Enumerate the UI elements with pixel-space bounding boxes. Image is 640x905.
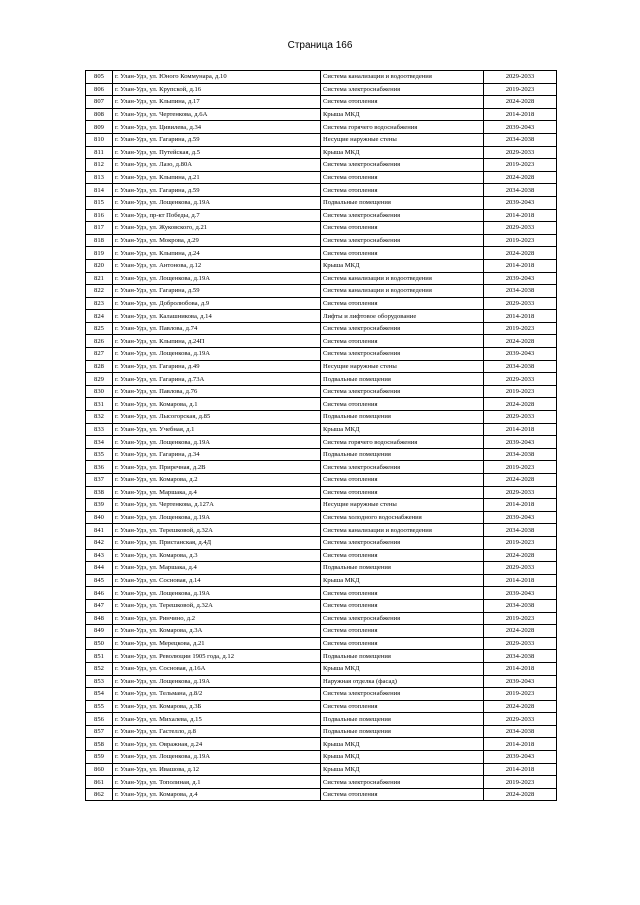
table-row <box>86 788 557 801</box>
table-row <box>86 599 557 612</box>
period-cell: 2039-2043 <box>484 272 557 285</box>
work-type-cell: Система отопления <box>321 398 484 411</box>
period-cell: 2024-2028 <box>484 96 557 109</box>
table-row <box>86 738 557 751</box>
row-number-cell: 809 <box>86 121 113 134</box>
work-type-cell: Подвальные помещения <box>321 562 484 575</box>
period-cell: 2029-2033 <box>484 637 557 650</box>
address-cell: г. Улан-Удэ, ул. Мокрова, д.29 <box>113 234 321 247</box>
row-number-cell: 810 <box>86 133 113 146</box>
table-row <box>86 272 557 285</box>
row-number-cell: 847 <box>86 599 113 612</box>
row-number-cell: 834 <box>86 436 113 449</box>
table-row <box>86 146 557 159</box>
table-row <box>86 536 557 549</box>
row-number-cell: 821 <box>86 272 113 285</box>
table-row <box>86 159 557 172</box>
table-row <box>86 650 557 663</box>
work-type-cell: Система электроснабжения <box>321 776 484 789</box>
address-cell: г. Улан-Удэ, пр-кт Победы, д.7 <box>113 209 321 222</box>
work-type-cell: Подвальные помещения <box>321 196 484 209</box>
work-type-cell: Система горячего водоснабжения <box>321 436 484 449</box>
work-type-cell: Система электроснабжения <box>321 234 484 247</box>
work-type-cell: Крыша МКД <box>321 146 484 159</box>
table-row <box>86 285 557 298</box>
address-cell: г. Улан-Удэ, ул. Павлова, д.76 <box>113 385 321 398</box>
period-cell: 2034-2038 <box>484 650 557 663</box>
work-type-cell: Лифты и лифтовое оборудование <box>321 310 484 323</box>
address-cell: г. Улан-Удэ, ул. Путейская, д.5 <box>113 146 321 159</box>
work-type-cell: Крыша МКД <box>321 662 484 675</box>
table-row <box>86 184 557 197</box>
row-number-cell: 844 <box>86 562 113 575</box>
address-cell: г. Улан-Удэ, ул. Ивашова, д.12 <box>113 763 321 776</box>
work-type-cell: Система электроснабжения <box>321 536 484 549</box>
table-row <box>86 360 557 373</box>
address-cell: г. Улан-Удэ, ул. Тельмана, д.8/2 <box>113 688 321 701</box>
address-cell: г. Улан-Удэ, ул. Гагарина, д.49 <box>113 360 321 373</box>
work-type-cell: Крыша МКД <box>321 738 484 751</box>
work-type-cell: Система отопления <box>321 171 484 184</box>
row-number-cell: 829 <box>86 373 113 386</box>
period-cell: 2014-2018 <box>484 108 557 121</box>
period-cell: 2039-2043 <box>484 587 557 600</box>
address-cell: г. Улан-Удэ, ул. Лощенкова, д.19А <box>113 675 321 688</box>
period-cell: 2019-2023 <box>484 83 557 96</box>
address-cell: г. Улан-Удэ, ул. Юного Коммунара, д.10 <box>113 71 321 84</box>
row-number-cell: 858 <box>86 738 113 751</box>
period-cell: 2019-2023 <box>484 159 557 172</box>
row-number-cell: 861 <box>86 776 113 789</box>
address-cell: г. Улан-Удэ, ул. Гагарина, д.73А <box>113 373 321 386</box>
row-number-cell: 839 <box>86 499 113 512</box>
period-cell: 2019-2023 <box>484 461 557 474</box>
row-number-cell: 838 <box>86 486 113 499</box>
period-cell: 2039-2043 <box>484 436 557 449</box>
table-row <box>86 385 557 398</box>
row-number-cell: 856 <box>86 713 113 726</box>
row-number-cell: 859 <box>86 751 113 764</box>
table-row <box>86 222 557 235</box>
table-row <box>86 725 557 738</box>
work-type-cell: Несущие наружные стены <box>321 133 484 146</box>
table-row <box>86 348 557 361</box>
row-number-cell: 848 <box>86 612 113 625</box>
table-row <box>86 587 557 600</box>
address-cell: г. Улан-Удэ, ул. Цивилева, д.34 <box>113 121 321 134</box>
work-type-cell: Наружная отделка (фасад) <box>321 675 484 688</box>
work-type-cell: Система холодного водоснабжения <box>321 511 484 524</box>
table-row <box>86 335 557 348</box>
address-cell: г. Улан-Удэ, ул. Антонова, д.12 <box>113 259 321 272</box>
row-number-cell: 842 <box>86 536 113 549</box>
table-row <box>86 574 557 587</box>
row-number-cell: 830 <box>86 385 113 398</box>
period-cell: 2014-2018 <box>484 662 557 675</box>
period-cell: 2019-2023 <box>484 322 557 335</box>
table-row <box>86 71 557 84</box>
address-cell: г. Улан-Удэ, ул. Лощенкова, д.19А <box>113 348 321 361</box>
address-cell: г. Улан-Удэ, ул. Терешковой, д.32А <box>113 524 321 537</box>
work-type-cell: Система электроснабжения <box>321 385 484 398</box>
row-number-cell: 833 <box>86 423 113 436</box>
period-cell: 2029-2033 <box>484 71 557 84</box>
address-cell: г. Улан-Удэ, ул. Маршака, д.4 <box>113 562 321 575</box>
address-cell: г. Улан-Удэ, ул. Комарова, д.3Б <box>113 700 321 713</box>
table-row <box>86 108 557 121</box>
address-cell: г. Улан-Удэ, ул. Учебная, д.1 <box>113 423 321 436</box>
address-cell: г. Улан-Удэ, ул. Лощенкова, д.19А <box>113 436 321 449</box>
address-cell: г. Улан-Удэ, ул. Гагарина, д.59 <box>113 184 321 197</box>
row-number-cell: 820 <box>86 259 113 272</box>
table-row <box>86 171 557 184</box>
address-cell: г. Улан-Удэ, ул. Добролюбова, д.9 <box>113 297 321 310</box>
registry-table-body <box>86 71 557 801</box>
table-row <box>86 763 557 776</box>
address-cell: г. Улан-Удэ, ул. Михалева, д.15 <box>113 713 321 726</box>
row-number-cell: 851 <box>86 650 113 663</box>
table-row <box>86 486 557 499</box>
work-type-cell: Крыша МКД <box>321 574 484 587</box>
table-row <box>86 511 557 524</box>
row-number-cell: 828 <box>86 360 113 373</box>
row-number-cell: 822 <box>86 285 113 298</box>
address-cell: г. Улан-Удэ, ул. Маршака, д.4 <box>113 486 321 499</box>
work-type-cell: Система отопления <box>321 335 484 348</box>
work-type-cell: Крыша МКД <box>321 259 484 272</box>
table-row <box>86 549 557 562</box>
row-number-cell: 841 <box>86 524 113 537</box>
period-cell: 2024-2028 <box>484 171 557 184</box>
address-cell: г. Улан-Удэ, ул. Клыпина, д.17 <box>113 96 321 109</box>
period-cell: 2029-2033 <box>484 222 557 235</box>
address-cell: г. Улан-Удэ, ул. Овражная, д.24 <box>113 738 321 751</box>
table-row <box>86 209 557 222</box>
period-cell: 2039-2043 <box>484 511 557 524</box>
table-row <box>86 776 557 789</box>
period-cell: 2034-2038 <box>484 360 557 373</box>
row-number-cell: 813 <box>86 171 113 184</box>
address-cell: г. Улан-Удэ, ул. Чертенкова, д.127А <box>113 499 321 512</box>
work-type-cell: Система электроснабжения <box>321 688 484 701</box>
period-cell: 2014-2018 <box>484 763 557 776</box>
table-row <box>86 121 557 134</box>
work-type-cell: Система отопления <box>321 637 484 650</box>
row-number-cell: 827 <box>86 348 113 361</box>
table-row <box>86 373 557 386</box>
work-type-cell: Подвальные помещения <box>321 713 484 726</box>
row-number-cell: 818 <box>86 234 113 247</box>
table-row <box>86 411 557 424</box>
page-title: Страница 166 <box>287 40 353 51</box>
period-cell: 2034-2038 <box>484 524 557 537</box>
address-cell: г. Улан-Удэ, ул. Гастелло, д.8 <box>113 725 321 738</box>
work-type-cell: Система отопления <box>321 625 484 638</box>
work-type-cell: Система отопления <box>321 700 484 713</box>
period-cell: 2029-2033 <box>484 713 557 726</box>
work-type-cell: Крыша МКД <box>321 423 484 436</box>
address-cell: г. Улан-Удэ, ул. Гагарина, д.34 <box>113 448 321 461</box>
table-row <box>86 751 557 764</box>
address-cell: г. Улан-Удэ, ул. Лазо, д.80А <box>113 159 321 172</box>
period-cell: 2029-2033 <box>484 373 557 386</box>
table-row <box>86 675 557 688</box>
row-number-cell: 836 <box>86 461 113 474</box>
address-cell: г. Улан-Удэ, ул. Клыпина, д.21 <box>113 171 321 184</box>
period-cell: 2034-2038 <box>484 725 557 738</box>
row-number-cell: 816 <box>86 209 113 222</box>
period-cell: 2029-2033 <box>484 562 557 575</box>
address-cell: г. Улан-Удэ, ул. Комарова, д.3 <box>113 549 321 562</box>
address-cell: г. Улан-Удэ, ул. Лысогорская, д.85 <box>113 411 321 424</box>
period-cell: 2014-2018 <box>484 310 557 323</box>
period-cell: 2039-2043 <box>484 675 557 688</box>
row-number-cell: 825 <box>86 322 113 335</box>
address-cell: г. Улан-Удэ, ул. Комарова, д.2 <box>113 474 321 487</box>
work-type-cell: Система отопления <box>321 474 484 487</box>
table-row <box>86 713 557 726</box>
address-cell: г. Улан-Удэ, ул. Павлова, д.74 <box>113 322 321 335</box>
period-cell: 2019-2023 <box>484 612 557 625</box>
address-cell: г. Улан-Удэ, ул. Лощенкова, д.19А <box>113 587 321 600</box>
row-number-cell: 855 <box>86 700 113 713</box>
row-number-cell: 823 <box>86 297 113 310</box>
table-row <box>86 562 557 575</box>
work-type-cell: Система отопления <box>321 184 484 197</box>
work-type-cell: Система отопления <box>321 222 484 235</box>
period-cell: 2014-2018 <box>484 574 557 587</box>
address-cell: г. Улан-Удэ, ул. Лощенкова, д.19А <box>113 511 321 524</box>
address-cell: г. Улан-Удэ, ул. Комарова, д.1 <box>113 398 321 411</box>
period-cell: 2039-2043 <box>484 196 557 209</box>
address-cell: г. Улан-Удэ, ул. Терешковой, д.32А <box>113 599 321 612</box>
table-row <box>86 423 557 436</box>
work-type-cell: Система электроснабжения <box>321 612 484 625</box>
row-number-cell: 814 <box>86 184 113 197</box>
table-row <box>86 96 557 109</box>
address-cell: г. Улан-Удэ, ул. Гагарина, д.59 <box>113 285 321 298</box>
work-type-cell: Подвальные помещения <box>321 411 484 424</box>
address-cell: г. Улан-Удэ, ул. Крупской, д.16 <box>113 83 321 96</box>
row-number-cell: 808 <box>86 108 113 121</box>
row-number-cell: 846 <box>86 587 113 600</box>
period-cell: 2039-2043 <box>484 751 557 764</box>
row-number-cell: 805 <box>86 71 113 84</box>
period-cell: 2014-2018 <box>484 259 557 272</box>
row-number-cell: 857 <box>86 725 113 738</box>
table-row <box>86 133 557 146</box>
work-type-cell: Система отопления <box>321 247 484 260</box>
row-number-cell: 806 <box>86 83 113 96</box>
address-cell: г. Улан-Удэ, ул. Чертенкова, д.6А <box>113 108 321 121</box>
row-number-cell: 832 <box>86 411 113 424</box>
address-cell: г. Улан-Удэ, ул. Комарова, д.4 <box>113 788 321 801</box>
period-cell: 2014-2018 <box>484 738 557 751</box>
work-type-cell: Система отопления <box>321 297 484 310</box>
address-cell: г. Улан-Удэ, ул. Гагарина, д.59 <box>113 133 321 146</box>
row-number-cell: 817 <box>86 222 113 235</box>
work-type-cell: Система отопления <box>321 549 484 562</box>
work-type-cell: Система отопления <box>321 96 484 109</box>
work-type-cell: Система канализации и водоотведения <box>321 272 484 285</box>
address-cell: г. Улан-Удэ, ул. Лощенкова, д.19А <box>113 751 321 764</box>
period-cell: 2019-2023 <box>484 688 557 701</box>
address-cell: г. Улан-Удэ, ул. Калашникова, д.14 <box>113 310 321 323</box>
period-cell: 2019-2023 <box>484 234 557 247</box>
address-cell: г. Улан-Удэ, ул. Тополиная, д.1 <box>113 776 321 789</box>
period-cell: 2034-2038 <box>484 133 557 146</box>
period-cell: 2029-2033 <box>484 411 557 424</box>
work-type-cell: Система электроснабжения <box>321 461 484 474</box>
address-cell: г. Улан-Удэ, ул. Ринчино, д.2 <box>113 612 321 625</box>
table-row <box>86 259 557 272</box>
table-row <box>86 234 557 247</box>
period-cell: 2024-2028 <box>484 625 557 638</box>
table-row <box>86 310 557 323</box>
row-number-cell: 811 <box>86 146 113 159</box>
period-cell: 2024-2028 <box>484 700 557 713</box>
work-type-cell: Система электроснабжения <box>321 159 484 172</box>
work-type-cell: Система электроснабжения <box>321 322 484 335</box>
table-row <box>86 436 557 449</box>
row-number-cell: 815 <box>86 196 113 209</box>
work-type-cell: Крыша МКД <box>321 763 484 776</box>
row-number-cell: 819 <box>86 247 113 260</box>
table-row <box>86 474 557 487</box>
row-number-cell: 853 <box>86 675 113 688</box>
address-cell: г. Улан-Удэ, ул. Сосновая, д.16А <box>113 662 321 675</box>
table-row <box>86 662 557 675</box>
period-cell: 2029-2033 <box>484 297 557 310</box>
table-row <box>86 448 557 461</box>
work-type-cell: Подвальные помещения <box>321 725 484 738</box>
registry-table <box>85 70 557 801</box>
period-cell: 2039-2043 <box>484 121 557 134</box>
row-number-cell: 852 <box>86 662 113 675</box>
work-type-cell: Несущие наружные стены <box>321 360 484 373</box>
row-number-cell: 840 <box>86 511 113 524</box>
table-row <box>86 700 557 713</box>
work-type-cell: Система канализации и водоотведения <box>321 71 484 84</box>
address-cell: г. Улан-Удэ, ул. Мерецкова, д.21 <box>113 637 321 650</box>
period-cell: 2024-2028 <box>484 247 557 260</box>
row-number-cell: 831 <box>86 398 113 411</box>
work-type-cell: Подвальные помещения <box>321 373 484 386</box>
row-number-cell: 862 <box>86 788 113 801</box>
table-row <box>86 625 557 638</box>
work-type-cell: Система отопления <box>321 788 484 801</box>
table-row <box>86 612 557 625</box>
table-row <box>86 461 557 474</box>
row-number-cell: 850 <box>86 637 113 650</box>
period-cell: 2019-2023 <box>484 385 557 398</box>
work-type-cell: Крыша МКД <box>321 751 484 764</box>
work-type-cell: Подвальные помещения <box>321 650 484 663</box>
work-type-cell: Система электроснабжения <box>321 83 484 96</box>
period-cell: 2034-2038 <box>484 448 557 461</box>
table-row <box>86 499 557 512</box>
row-number-cell: 843 <box>86 549 113 562</box>
row-number-cell: 854 <box>86 688 113 701</box>
address-cell: г. Улан-Удэ, ул. Революции 1905 года, д.12 <box>113 650 321 663</box>
period-cell: 2024-2028 <box>484 335 557 348</box>
period-cell: 2024-2028 <box>484 398 557 411</box>
work-type-cell: Система отопления <box>321 486 484 499</box>
table-row <box>86 196 557 209</box>
table-row <box>86 247 557 260</box>
period-cell: 2029-2033 <box>484 146 557 159</box>
table-row <box>86 322 557 335</box>
row-number-cell: 860 <box>86 763 113 776</box>
address-cell: г. Улан-Удэ, ул. Клыпина, д.24 <box>113 247 321 260</box>
period-cell: 2024-2028 <box>484 549 557 562</box>
row-number-cell: 807 <box>86 96 113 109</box>
row-number-cell: 849 <box>86 625 113 638</box>
address-cell: г. Улан-Удэ, ул. Жуковского, д.21 <box>113 222 321 235</box>
address-cell: г. Улан-Удэ, ул. Клыпина, д.24П <box>113 335 321 348</box>
table-row <box>86 398 557 411</box>
table-row <box>86 297 557 310</box>
work-type-cell: Система отопления <box>321 587 484 600</box>
work-type-cell: Крыша МКД <box>321 108 484 121</box>
work-type-cell: Система электроснабжения <box>321 209 484 222</box>
address-cell: г. Улан-Удэ, ул. Комарова, д.3А <box>113 625 321 638</box>
period-cell: 2024-2028 <box>484 474 557 487</box>
table-row <box>86 524 557 537</box>
period-cell: 2039-2043 <box>484 348 557 361</box>
period-cell: 2034-2038 <box>484 285 557 298</box>
period-cell: 2019-2023 <box>484 536 557 549</box>
period-cell: 2019-2023 <box>484 776 557 789</box>
table-row <box>86 637 557 650</box>
period-cell: 2014-2018 <box>484 423 557 436</box>
address-cell: г. Улан-Удэ, ул. Лощенкова, д.19А <box>113 272 321 285</box>
address-cell: г. Улан-Удэ, ул. Приречная, д.2В <box>113 461 321 474</box>
address-cell: г. Улан-Удэ, ул. Лощенкова, д.19А <box>113 196 321 209</box>
period-cell: 2014-2018 <box>484 209 557 222</box>
period-cell: 2034-2038 <box>484 184 557 197</box>
work-type-cell: Несущие наружные стены <box>321 499 484 512</box>
row-number-cell: 845 <box>86 574 113 587</box>
table-row <box>86 83 557 96</box>
row-number-cell: 835 <box>86 448 113 461</box>
work-type-cell: Система канализации и водоотведения <box>321 285 484 298</box>
address-cell: г. Улан-Удэ, ул. Сосновая, д.14 <box>113 574 321 587</box>
work-type-cell: Система горячего водоснабжения <box>321 121 484 134</box>
work-type-cell: Система канализации и водоотведения <box>321 524 484 537</box>
row-number-cell: 826 <box>86 335 113 348</box>
row-number-cell: 812 <box>86 159 113 172</box>
period-cell: 2029-2033 <box>484 486 557 499</box>
row-number-cell: 824 <box>86 310 113 323</box>
work-type-cell: Система электроснабжения <box>321 348 484 361</box>
period-cell: 2024-2028 <box>484 788 557 801</box>
work-type-cell: Система отопления <box>321 599 484 612</box>
address-cell: г. Улан-Удэ, ул. Пристанская, д.4Д <box>113 536 321 549</box>
row-number-cell: 837 <box>86 474 113 487</box>
table-row <box>86 688 557 701</box>
period-cell: 2014-2018 <box>484 499 557 512</box>
period-cell: 2034-2038 <box>484 599 557 612</box>
work-type-cell: Подвальные помещения <box>321 448 484 461</box>
